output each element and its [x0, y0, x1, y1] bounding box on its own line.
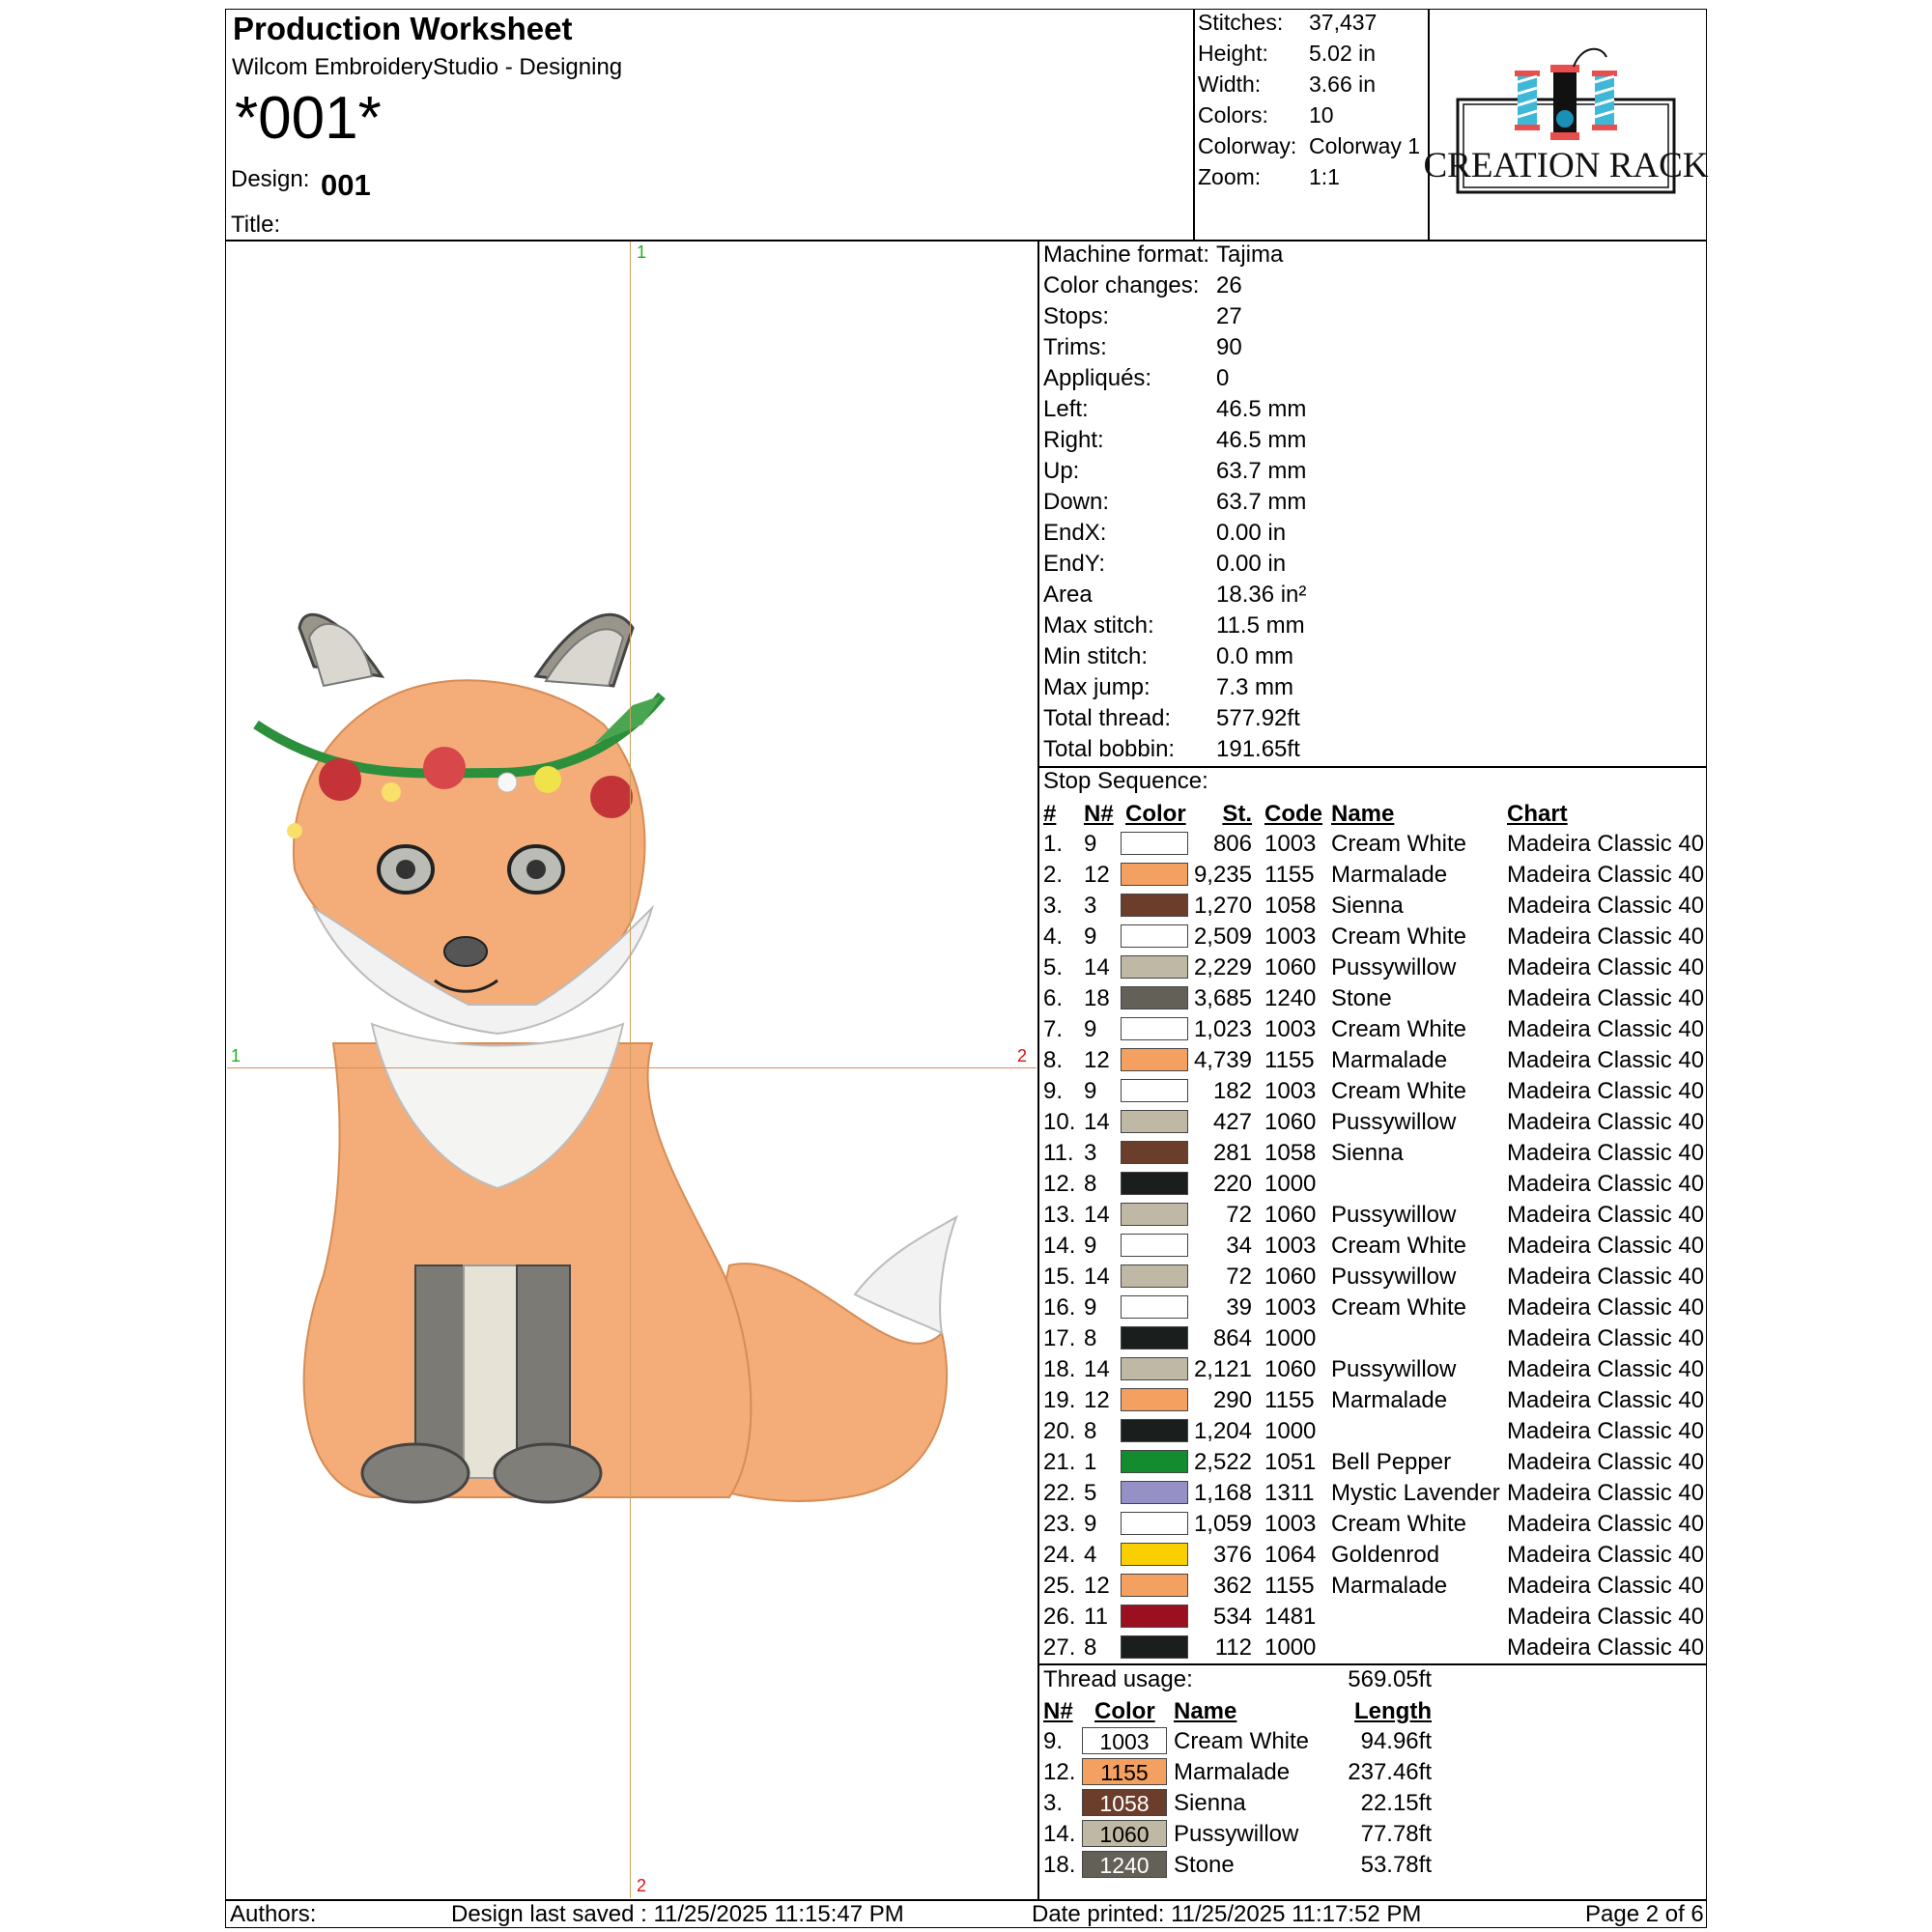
seq-stitches: 4,739	[1193, 1047, 1252, 1073]
thread-usage-total: 569.05ft	[1348, 1666, 1432, 1692]
seq-num: 8.	[1043, 1047, 1064, 1073]
stat-label: Stitches:	[1198, 10, 1284, 35]
footer-page: Page 2 of 6	[1585, 1901, 1704, 1927]
seq-num: 22.	[1043, 1480, 1076, 1506]
color-swatch	[1121, 1141, 1188, 1164]
seq-code: 1240	[1264, 985, 1317, 1011]
info-label: Down:	[1043, 489, 1110, 515]
seq-num: 23.	[1043, 1511, 1076, 1537]
color-swatch	[1121, 894, 1188, 917]
seq-stitches: 3,685	[1193, 985, 1252, 1011]
seq-name: Marmalade	[1331, 862, 1448, 888]
info-label: Min stitch:	[1043, 643, 1149, 669]
usage-col-color: Color	[1094, 1698, 1155, 1724]
color-swatch	[1121, 1419, 1188, 1442]
seq-chart: Madeira Classic 40	[1507, 1233, 1705, 1259]
seq-chart: Madeira Classic 40	[1507, 1294, 1705, 1321]
color-swatch	[1121, 1605, 1188, 1628]
info-value: 0.00 in	[1216, 551, 1287, 577]
stat-value: 10	[1309, 102, 1334, 128]
seq-num: 20.	[1043, 1418, 1076, 1444]
seq-name: Cream White	[1331, 1078, 1467, 1104]
thread-usage-title: Thread usage:	[1043, 1666, 1193, 1692]
seq-code: 1155	[1264, 1047, 1315, 1073]
info-value: 577.92ft	[1216, 705, 1300, 731]
design-value: 001	[321, 168, 371, 202]
seq-name: Marmalade	[1331, 1573, 1448, 1599]
info-label: Appliqués:	[1043, 365, 1152, 391]
seq-code: 1481	[1264, 1604, 1317, 1630]
seq-code: 1060	[1264, 1109, 1317, 1135]
stop-sequence-title: Stop Sequence:	[1043, 768, 1208, 794]
color-swatch	[1121, 955, 1188, 979]
seq-chart: Madeira Classic 40	[1507, 1449, 1705, 1475]
seq-code: 1058	[1264, 1140, 1317, 1166]
stat-label: Width:	[1198, 71, 1262, 97]
seq-num: 12.	[1043, 1171, 1076, 1197]
footer-last-saved: Design last saved : 11/25/2025 11:15:47 PM	[451, 1901, 904, 1927]
seq-code: 1003	[1264, 1294, 1317, 1321]
stats-divider-left	[1193, 9, 1195, 241]
seq-n: 1	[1084, 1449, 1097, 1475]
seq-chart: Madeira Classic 40	[1507, 1480, 1705, 1506]
seq-code: 1058	[1264, 893, 1317, 919]
color-swatch	[1121, 1234, 1188, 1257]
seq-code: 1000	[1264, 1634, 1317, 1661]
usage-n: 3.	[1043, 1790, 1064, 1816]
seq-stitches: 362	[1212, 1573, 1252, 1599]
seq-name: Pussywillow	[1331, 1264, 1457, 1290]
color-swatch	[1121, 1357, 1188, 1380]
worksheet-title: Production Worksheet	[233, 11, 573, 46]
usage-name: Pussywillow	[1174, 1821, 1299, 1847]
stat-label: Colorway:	[1198, 133, 1297, 158]
color-swatch	[1121, 1512, 1188, 1535]
seq-num: 13.	[1043, 1202, 1076, 1228]
seq-code: 1060	[1264, 1264, 1317, 1290]
seq-n: 9	[1084, 1294, 1097, 1321]
color-swatch	[1121, 832, 1188, 855]
seq-num: 24.	[1043, 1542, 1076, 1568]
seq-chart: Madeira Classic 40	[1507, 1511, 1705, 1537]
info-value: 0.00 in	[1216, 520, 1287, 546]
color-swatch	[1121, 1543, 1188, 1566]
info-value: 11.5 mm	[1216, 612, 1305, 639]
col-chart: Chart	[1507, 801, 1568, 827]
seq-num: 4.	[1043, 923, 1064, 950]
seq-code: 1003	[1264, 831, 1317, 857]
seq-name: Cream White	[1331, 1233, 1467, 1259]
design-label: Design:	[231, 166, 310, 192]
info-value: 0.0 mm	[1216, 643, 1294, 669]
seq-name: Pussywillow	[1331, 1356, 1457, 1382]
info-label: Right:	[1043, 427, 1104, 453]
seq-name: Marmalade	[1331, 1047, 1448, 1073]
seq-n: 3	[1084, 1140, 1097, 1166]
seq-name: Sienna	[1331, 893, 1404, 919]
info-label: Left:	[1043, 396, 1089, 422]
seq-chart: Madeira Classic 40	[1507, 985, 1705, 1011]
seq-code: 1000	[1264, 1325, 1317, 1351]
seq-stitches: 2,509	[1193, 923, 1252, 950]
seq-stitches: 2,229	[1193, 954, 1252, 980]
usage-length: 22.15ft	[1360, 1790, 1432, 1816]
seq-n: 8	[1084, 1634, 1097, 1661]
info-value: 63.7 mm	[1216, 458, 1307, 484]
seq-n: 8	[1084, 1325, 1097, 1351]
info-value: 46.5 mm	[1216, 427, 1307, 453]
seq-name: Cream White	[1331, 923, 1467, 950]
seq-chart: Madeira Classic 40	[1507, 1047, 1705, 1073]
seq-chart: Madeira Classic 40	[1507, 1140, 1705, 1166]
col-color: Color	[1125, 801, 1186, 827]
seq-name: Cream White	[1331, 831, 1467, 857]
sequence-divider	[1037, 1663, 1707, 1665]
seq-stitches: 290	[1212, 1387, 1252, 1413]
seq-code: 1155	[1264, 1573, 1315, 1599]
usage-n: 12.	[1043, 1759, 1076, 1785]
seq-n: 9	[1084, 1511, 1097, 1537]
seq-chart: Madeira Classic 40	[1507, 1542, 1705, 1568]
seq-n: 14	[1084, 1264, 1110, 1290]
seq-n: 12	[1084, 1047, 1110, 1073]
seq-stitches: 1,270	[1193, 893, 1252, 919]
seq-stitches: 427	[1212, 1109, 1252, 1135]
seq-code: 1060	[1264, 1356, 1317, 1382]
usage-length: 77.78ft	[1360, 1821, 1432, 1847]
seq-n: 14	[1084, 1109, 1110, 1135]
seq-stitches: 281	[1212, 1140, 1252, 1166]
col-code: Code	[1264, 801, 1322, 827]
usage-color-code: 1155	[1082, 1758, 1167, 1785]
seq-code: 1051	[1264, 1449, 1317, 1475]
seq-num: 16.	[1043, 1294, 1076, 1321]
usage-name: Cream White	[1174, 1728, 1310, 1754]
info-label: Machine format:	[1043, 242, 1210, 268]
seq-n: 14	[1084, 954, 1110, 980]
fox-embroidery-preview	[227, 242, 1037, 1898]
usage-name: Marmalade	[1174, 1759, 1291, 1785]
usage-color-code: 1003	[1082, 1727, 1167, 1754]
seq-chart: Madeira Classic 40	[1507, 1264, 1705, 1290]
seq-name: Pussywillow	[1331, 1109, 1457, 1135]
stat-value: Colorway 1	[1309, 133, 1421, 158]
info-label: EndX:	[1043, 520, 1107, 546]
preview-divider	[1037, 240, 1039, 1899]
seq-code: 1060	[1264, 1202, 1317, 1228]
color-swatch	[1121, 1450, 1188, 1473]
stat-value: 5.02 in	[1309, 41, 1377, 66]
seq-stitches: 9,235	[1193, 862, 1252, 888]
info-label: EndY:	[1043, 551, 1106, 577]
seq-stitches: 2,121	[1193, 1356, 1252, 1382]
col-st: St.	[1222, 801, 1252, 827]
seq-stitches: 2,522	[1193, 1449, 1252, 1475]
seq-num: 7.	[1043, 1016, 1064, 1042]
usage-n: 18.	[1043, 1852, 1076, 1878]
color-swatch	[1121, 924, 1188, 948]
horizontal-guide-line	[227, 1067, 1037, 1068]
seq-num: 26.	[1043, 1604, 1076, 1630]
seq-stitches: 182	[1212, 1078, 1252, 1104]
color-swatch	[1121, 1264, 1188, 1288]
stat-label: Colors:	[1198, 102, 1268, 128]
seq-code: 1003	[1264, 1511, 1317, 1537]
seq-n: 14	[1084, 1356, 1110, 1382]
info-label: Area	[1043, 582, 1093, 608]
footer-authors: Authors:	[230, 1901, 317, 1927]
app-name: Wilcom EmbroideryStudio - Designing	[232, 54, 623, 80]
seq-name: Marmalade	[1331, 1387, 1448, 1413]
seq-code: 1003	[1264, 1078, 1317, 1104]
stat-value: 3.66 in	[1309, 71, 1377, 97]
usage-name: Stone	[1174, 1852, 1235, 1878]
seq-stitches: 376	[1212, 1542, 1252, 1568]
seq-n: 18	[1084, 985, 1110, 1011]
seq-n: 9	[1084, 831, 1097, 857]
seq-num: 2.	[1043, 862, 1064, 888]
seq-num: 14.	[1043, 1233, 1076, 1259]
usage-length: 53.78ft	[1360, 1852, 1432, 1878]
color-swatch	[1121, 1017, 1188, 1040]
seq-chart: Madeira Classic 40	[1507, 1604, 1705, 1630]
col-num: #	[1043, 801, 1057, 827]
seq-chart: Madeira Classic 40	[1507, 862, 1705, 888]
seq-num: 25.	[1043, 1573, 1076, 1599]
info-value: 26	[1216, 272, 1242, 298]
stat-value: 37,437	[1309, 10, 1378, 35]
logo-text: CREATION RACK	[1423, 146, 1709, 185]
seq-name: Pussywillow	[1331, 954, 1457, 980]
seq-num: 21.	[1043, 1449, 1076, 1475]
seq-chart: Madeira Classic 40	[1507, 1171, 1705, 1197]
info-label: Stops:	[1043, 303, 1110, 329]
vertical-guide-line	[630, 242, 631, 1898]
seq-stitches: 1,023	[1193, 1016, 1252, 1042]
color-swatch	[1121, 1110, 1188, 1133]
info-value: 46.5 mm	[1216, 396, 1307, 422]
seq-n: 3	[1084, 893, 1097, 919]
seq-n: 9	[1084, 923, 1097, 950]
seq-stitches: 220	[1212, 1171, 1252, 1197]
info-value: Tajima	[1216, 242, 1284, 268]
seq-n: 8	[1084, 1418, 1097, 1444]
seq-chart: Madeira Classic 40	[1507, 1387, 1705, 1413]
design-id-big: *001*	[235, 85, 382, 152]
seq-chart: Madeira Classic 40	[1507, 1634, 1705, 1661]
seq-n: 12	[1084, 1387, 1110, 1413]
info-value: 27	[1216, 303, 1242, 329]
seq-num: 18.	[1043, 1356, 1076, 1382]
color-swatch	[1121, 1172, 1188, 1195]
marker-right: 2	[1017, 1046, 1028, 1065]
seq-num: 9.	[1043, 1078, 1064, 1104]
color-swatch	[1121, 1295, 1188, 1319]
info-label: Total bobbin:	[1043, 736, 1176, 762]
marker-top: 1	[637, 242, 647, 262]
seq-n: 9	[1084, 1078, 1097, 1104]
marker-bottom: 2	[637, 1876, 647, 1895]
seq-n: 9	[1084, 1016, 1097, 1042]
seq-num: 15.	[1043, 1264, 1076, 1290]
title-label: Title:	[231, 212, 281, 238]
usage-length: 94.96ft	[1360, 1728, 1432, 1754]
color-swatch	[1121, 863, 1188, 886]
seq-name: Bell Pepper	[1331, 1449, 1452, 1475]
col-name: Name	[1331, 801, 1395, 827]
seq-n: 12	[1084, 1573, 1110, 1599]
seq-stitches: 806	[1212, 831, 1252, 857]
usage-length: 237.46ft	[1348, 1759, 1432, 1785]
seq-num: 6.	[1043, 985, 1064, 1011]
seq-chart: Madeira Classic 40	[1507, 1202, 1705, 1228]
creation-rack-logo	[1423, 43, 1709, 198]
seq-num: 27.	[1043, 1634, 1076, 1661]
seq-name: Mystic Lavender	[1331, 1480, 1500, 1506]
info-value: 0	[1216, 365, 1230, 391]
seq-n: 9	[1084, 1233, 1097, 1259]
seq-name: Stone	[1331, 985, 1392, 1011]
seq-chart: Madeira Classic 40	[1507, 954, 1705, 980]
seq-num: 11.	[1043, 1140, 1074, 1166]
footer-divider	[225, 1899, 1707, 1901]
seq-stitches: 1,168	[1193, 1480, 1252, 1506]
seq-chart: Madeira Classic 40	[1507, 1016, 1705, 1042]
seq-num: 19.	[1043, 1387, 1076, 1413]
seq-n: 4	[1084, 1542, 1097, 1568]
seq-chart: Madeira Classic 40	[1507, 1356, 1705, 1382]
seq-name: Pussywillow	[1331, 1202, 1457, 1228]
color-swatch	[1121, 1326, 1188, 1350]
seq-chart: Madeira Classic 40	[1507, 1109, 1705, 1135]
seq-num: 5.	[1043, 954, 1064, 980]
seq-stitches: 864	[1212, 1325, 1252, 1351]
seq-name: Goldenrod	[1331, 1542, 1440, 1568]
seq-stitches: 1,204	[1193, 1418, 1252, 1444]
color-swatch	[1121, 1574, 1188, 1597]
seq-num: 3.	[1043, 893, 1064, 919]
seq-code: 1311	[1264, 1480, 1315, 1506]
seq-chart: Madeira Classic 40	[1507, 1325, 1705, 1351]
seq-stitches: 34	[1226, 1233, 1252, 1259]
seq-n: 11	[1084, 1604, 1108, 1630]
seq-num: 17.	[1043, 1325, 1076, 1351]
seq-name: Cream White	[1331, 1294, 1467, 1321]
seq-stitches: 1,059	[1193, 1511, 1252, 1537]
seq-chart: Madeira Classic 40	[1507, 923, 1705, 950]
usage-name: Sienna	[1174, 1790, 1246, 1816]
seq-code: 1000	[1264, 1418, 1317, 1444]
col-n: N#	[1084, 801, 1114, 827]
color-swatch	[1121, 1048, 1188, 1071]
usage-n: 9.	[1043, 1728, 1064, 1754]
seq-code: 1064	[1264, 1542, 1317, 1568]
seq-stitches: 72	[1226, 1264, 1252, 1290]
info-label: Color changes:	[1043, 272, 1200, 298]
seq-code: 1003	[1264, 1233, 1317, 1259]
footer-date-printed: Date printed: 11/25/2025 11:17:52 PM	[1032, 1901, 1422, 1927]
seq-chart: Madeira Classic 40	[1507, 1418, 1705, 1444]
seq-stitches: 534	[1212, 1604, 1252, 1630]
seq-code: 1155	[1264, 862, 1315, 888]
color-swatch	[1121, 1635, 1188, 1659]
seq-n: 14	[1084, 1202, 1110, 1228]
usage-color-code: 1058	[1082, 1789, 1167, 1816]
info-value: 7.3 mm	[1216, 674, 1294, 700]
stats-divider-right	[1428, 9, 1430, 241]
info-value: 18.36 in²	[1216, 582, 1307, 608]
usage-color-code: 1060	[1082, 1820, 1167, 1847]
seq-code: 1060	[1264, 954, 1317, 980]
seq-chart: Madeira Classic 40	[1507, 1573, 1705, 1599]
seq-num: 10.	[1043, 1109, 1076, 1135]
seq-chart: Madeira Classic 40	[1507, 1078, 1705, 1104]
stat-label: Height:	[1198, 41, 1268, 66]
thread-spools-icon	[1423, 43, 1709, 198]
seq-stitches: 39	[1226, 1294, 1252, 1321]
info-value: 191.65ft	[1216, 736, 1300, 762]
stat-label: Zoom:	[1198, 164, 1262, 189]
seq-name: Cream White	[1331, 1016, 1467, 1042]
seq-name: Cream White	[1331, 1511, 1467, 1537]
info-label: Max stitch:	[1043, 612, 1154, 639]
usage-n: 14.	[1043, 1821, 1076, 1847]
color-swatch	[1121, 1203, 1188, 1226]
seq-code: 1155	[1264, 1387, 1315, 1413]
usage-col-n: N#	[1043, 1698, 1073, 1724]
seq-stitches: 72	[1226, 1202, 1252, 1228]
seq-code: 1000	[1264, 1171, 1317, 1197]
color-swatch	[1121, 1481, 1188, 1504]
info-label: Total thread:	[1043, 705, 1172, 731]
seq-chart: Madeira Classic 40	[1507, 893, 1705, 919]
seq-n: 5	[1084, 1480, 1097, 1506]
usage-col-name: Name	[1174, 1698, 1237, 1724]
stat-value: 1:1	[1309, 164, 1340, 189]
seq-n: 8	[1084, 1171, 1097, 1197]
color-swatch	[1121, 1079, 1188, 1102]
seq-code: 1003	[1264, 923, 1317, 950]
usage-color-code: 1240	[1082, 1851, 1167, 1878]
seq-num: 1.	[1043, 831, 1064, 857]
seq-code: 1003	[1264, 1016, 1317, 1042]
color-swatch	[1121, 986, 1188, 1009]
info-label: Trims:	[1043, 334, 1107, 360]
info-label: Max jump:	[1043, 674, 1151, 700]
color-swatch	[1121, 1388, 1188, 1411]
info-label: Up:	[1043, 458, 1080, 484]
info-value: 90	[1216, 334, 1242, 360]
design-preview	[227, 242, 1037, 1898]
seq-name: Sienna	[1331, 1140, 1404, 1166]
seq-stitches: 112	[1214, 1634, 1252, 1661]
info-value: 63.7 mm	[1216, 489, 1307, 515]
usage-col-length: Length	[1354, 1698, 1432, 1724]
marker-left: 1	[231, 1046, 242, 1065]
seq-chart: Madeira Classic 40	[1507, 831, 1705, 857]
seq-n: 12	[1084, 862, 1110, 888]
